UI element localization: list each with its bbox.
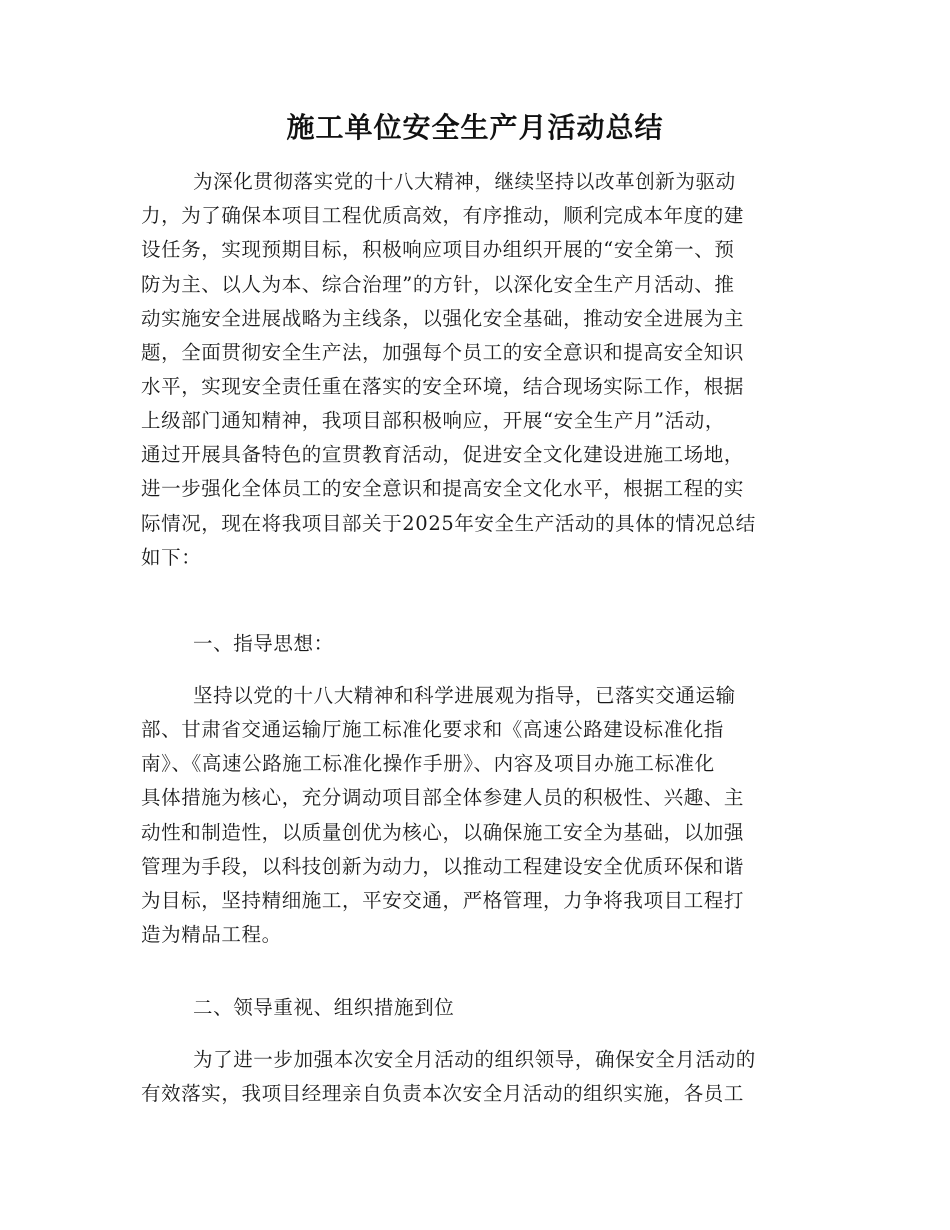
leadership-paragraph-line-1: 为了进一步加强本次安全月活动的组织领导，确保安全月活动的 [193,1048,756,1071]
guiding-paragraph-line-7: 为目标，坚持精细施工，平安交通，严格管理，力争将我项目工程打 [141,889,745,912]
guiding-paragraph-line-6: 管理为手段，以科技创新为动力，以推动工程建设安全优质环保和谐 [141,855,745,878]
section-heading-guiding-thought: 一、指导思想： [193,632,334,655]
intro-paragraph-line-9: 通过开展具备特色的宣贯教育活动，促进安全文化建设进施工场地， [141,443,745,466]
intro-paragraph-line-10: 进一步强化全体员工的安全意识和提高安全文化水平，根据工程的实 [141,477,745,500]
intro-paragraph-line-6: 题，全面贯彻安全生产法，加强每个员工的安全意识和提高安全知识 [141,341,745,364]
section-heading-leadership: 二、领导重视、组织措施到位 [193,996,455,1019]
document-title: 施工单位安全生产月活动总结 [286,111,664,144]
guiding-paragraph-line-8: 造为精品工程。 [141,923,282,946]
intro-paragraph-line-12: 如下： [141,546,202,569]
guiding-paragraph-line-2: 部、甘肃省交通运输厅施工标准化要求和《高速公路建设标准化指 [141,718,724,741]
intro-paragraph-line-1: 为深化贯彻落实党的十八大精神，继续坚持以改革创新为驱动 [193,170,736,193]
intro-paragraph-line-2: 力，为了确保本项目工程优质高效，有序推动，顺利完成本年度的建 [141,204,745,227]
intro-paragraph-line-5: 动实施安全进展战略为主线条，以强化安全基础，推动安全进展为主 [141,307,745,330]
guiding-paragraph-line-5: 动性和制造性，以质量创优为核心，以确保施工安全为基础，以加强 [141,821,745,844]
intro-paragraph-line-3: 设任务，实现预期目标，积极响应项目办组织开展的“安全第一、预 [141,238,735,261]
guiding-paragraph-line-1: 坚持以党的十八大精神和科学进展观为指导，已落实交通运输 [193,684,736,707]
leadership-paragraph-line-2: 有效落实，我项目经理亲自负责本次安全月活动的组织实施，各员工 [141,1082,745,1105]
guiding-paragraph-line-3: 南》、《高速公路施工标准化操作手册》、内容及项目办施工标准化 [141,752,715,775]
intro-paragraph-line-7: 水平，实现安全责任重在落实的安全环境，结合现场实际工作，根据 [141,375,745,398]
intro-paragraph-line-11: 际情况，现在将我项目部关于2025年安全生产活动的具体的情况总结 [141,512,756,535]
intro-paragraph-line-8: 上级部门通知精神，我项目部积极响应，开展“安全生产月”活动， [141,409,725,432]
intro-paragraph-line-4: 防为主、以人为本、综合治理”的方针，以深化安全生产月活动、推 [141,273,735,296]
guiding-paragraph-line-4: 具体措施为核心，充分调动项目部全体参建人员的积极性、兴趣、主 [141,786,745,809]
